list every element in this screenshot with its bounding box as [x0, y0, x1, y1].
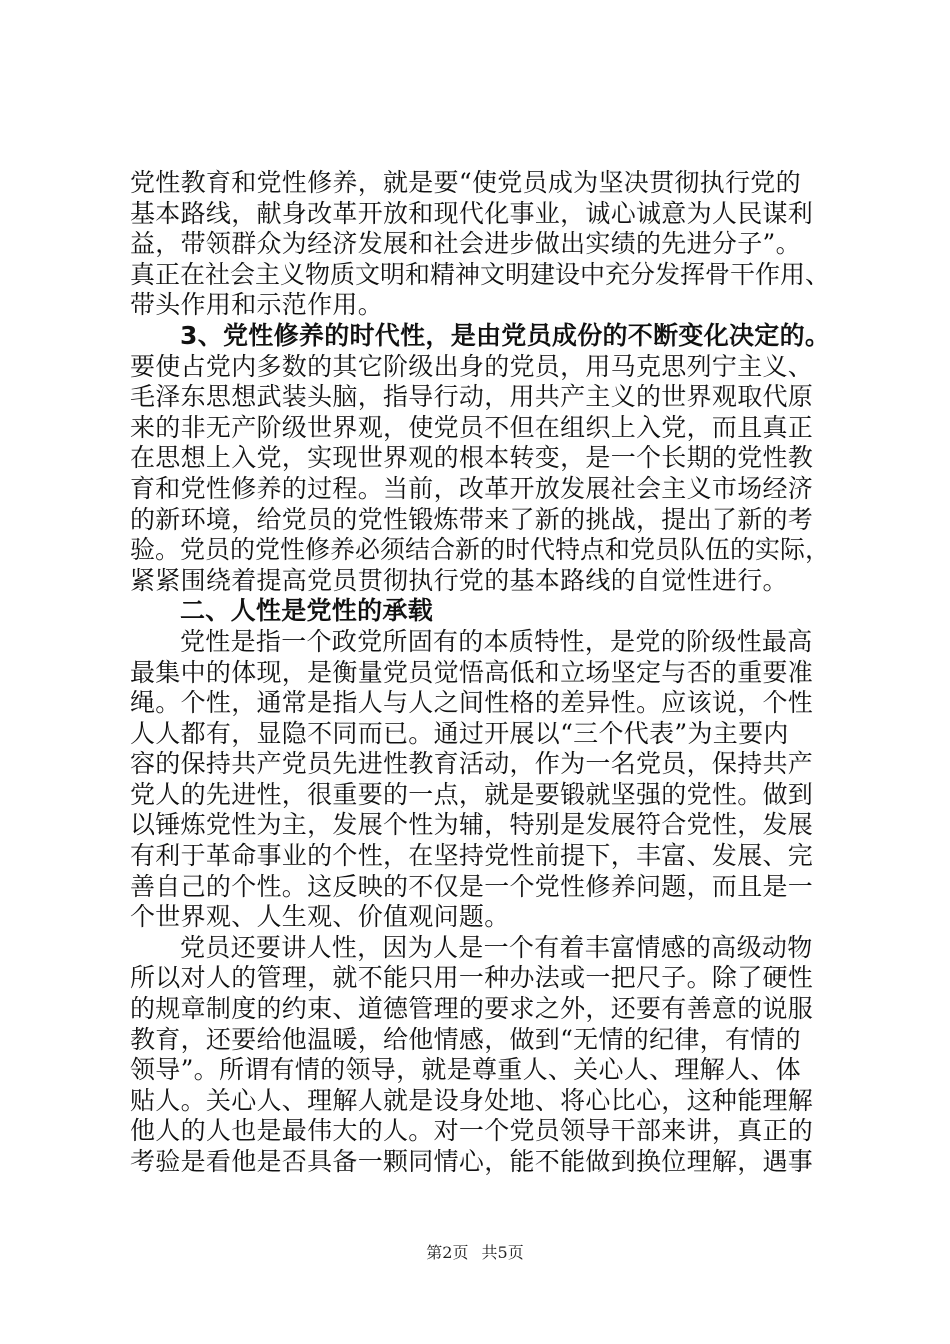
text-line: 绳。个性，通常是指人与人之间性格的差异性。应该说，个性 — [130, 688, 814, 718]
text-line: 育和党性修养的过程。当前，改革开放发展社会主义市场经济 — [130, 473, 814, 503]
document-body — [130, 168, 830, 1178]
text-line: 的新环境，给党员的党性锻炼带来了新的挑战，提出了新的考 — [130, 504, 814, 534]
text-line: 有利于革命事业的个性，在坚持党性前提下，丰富、发展、完 — [130, 841, 814, 871]
text-line: 容的保持共产党员先进性教育活动，作为一名党员，保持共产 — [130, 749, 814, 779]
text-line: 教育，还要给他温暖，给他情感，做到“无情的纪律，有情的 — [130, 1024, 801, 1054]
text-line: 人人都有，显隐不同而已。通过开展以“三个代表”为主要内 — [130, 718, 789, 748]
text-line: 基本路线，献身改革开放和现代化事业，诚心诚意为人民谋利 — [130, 198, 814, 228]
text-line: 来的非无产阶级世界观，使党员不但在组织上入党，而且真正 — [130, 412, 814, 442]
text-line: 党人的先进性，很重要的一点，就是要锻就坚强的党性。做到 — [130, 779, 814, 809]
page-number: 第2页 — [426, 1243, 469, 1262]
text-line: 善自己的个性。这反映的不仅是一个党性修养问题，而且是一 — [130, 871, 814, 901]
text-line: 紧紧围绕着提高党员贯彻执行党的基本路线的自觉性进行。 — [130, 565, 788, 595]
text-line: 贴人。关心人、理解人就是设身处地、将心比心，这种能理解 — [130, 1085, 814, 1115]
text-line: 带头作用和示范作用。 — [130, 290, 384, 320]
text-line: 的规章制度的约束、道德管理的要求之外，还要有善意的说服 — [130, 994, 814, 1024]
text-line: 在思想上入党，实现世界观的根本转变，是一个长期的党性教 — [130, 443, 814, 473]
text-line: 党员还要讲人性，因为人是一个有着丰富情感的高级动物 — [180, 932, 813, 962]
text-line: 领导”。所谓有情的领导，就是尊重人、关心人、理解人、体 — [130, 1055, 801, 1085]
text-line: 真正在社会主义物质文明和精神文明建设中充分发挥骨干作用、 — [130, 259, 831, 289]
text-line: 益，带领群众为经济发展和社会进步做出实绩的先进分子”。 — [130, 229, 801, 259]
text-line: 他人的人也是最伟大的人。对一个党员领导干部来讲，真正的 — [130, 1116, 814, 1146]
text-line: 党性是指一个政党所固有的本质特性，是党的阶级性最高 — [180, 626, 813, 656]
text-line: 以锤炼党性为主，发展个性为辅，特别是发展符合党性，发展 — [130, 810, 814, 840]
section-heading-line: 3、党性修养的时代性，是由党员成份的不断变化决定的。 — [180, 320, 831, 350]
text-line: 所以对人的管理，就不能只用一种办法或一把尺子。除了硬性 — [130, 963, 814, 993]
page-footer — [0, 1240, 950, 1263]
section-heading-line: 二、人性是党性的承载 — [180, 596, 434, 626]
text-line: 毛泽东思想武装头脑，指导行动，用共产主义的世界观取代原 — [130, 382, 814, 412]
page-total: 共5页 — [481, 1243, 524, 1262]
text-line: 验。党员的党性修养必须结合新的时代特点和党员队伍的实际， — [130, 535, 831, 565]
text-line: 要使占党内多数的其它阶级出身的党员，用马克思列宁主义、 — [130, 351, 814, 381]
text-line: 个世界观、人生观、价值观问题。 — [130, 902, 510, 932]
text-line: 党性教育和党性修养，就是要“使党员成为坚决贯彻执行党的 — [130, 168, 801, 197]
text-line: 最集中的体现，是衡量党员觉悟高低和立场坚定与否的重要准 — [130, 657, 814, 687]
text-line: 考验是看他是否具备一颗同情心，能不能做到换位理解，遇事 — [130, 1147, 814, 1176]
